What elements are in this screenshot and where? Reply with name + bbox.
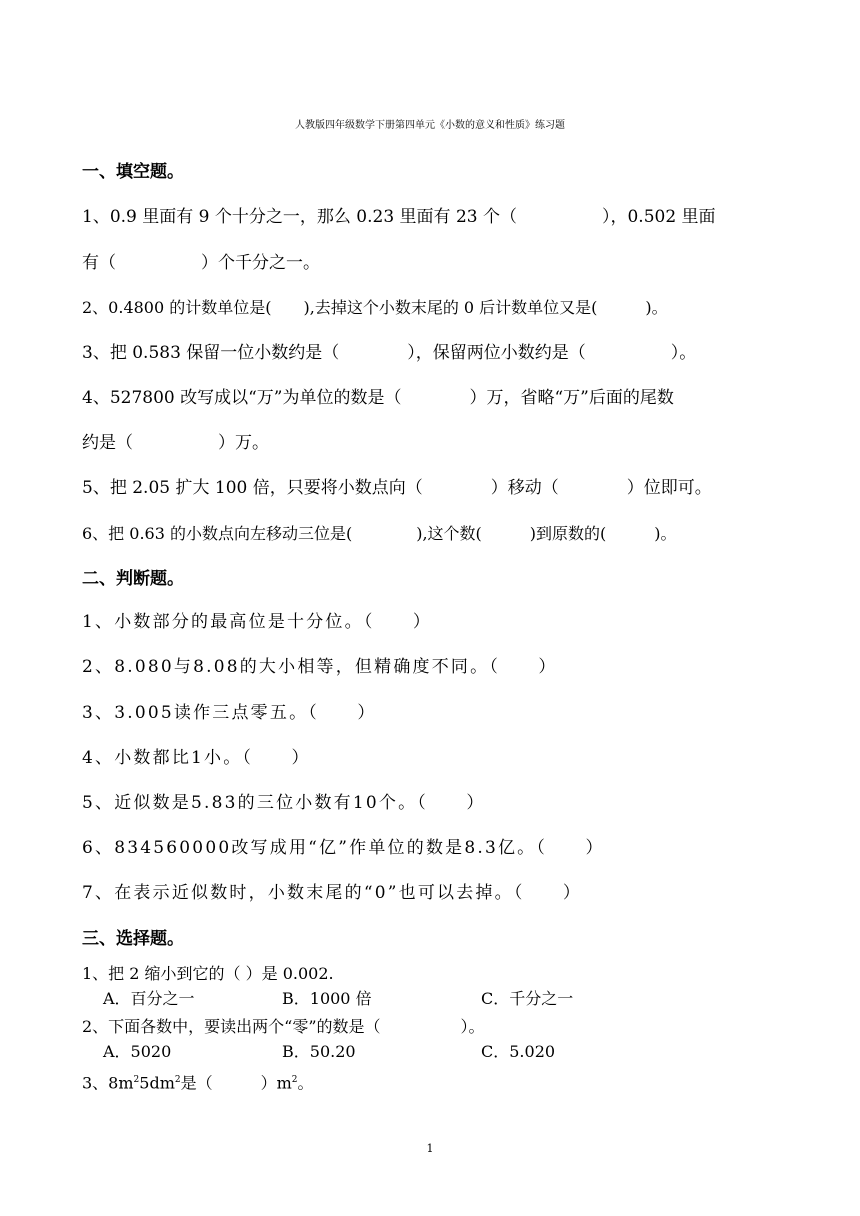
page-number: 1	[426, 1142, 434, 1155]
choice-question-1-option-c: C．千分之一	[481, 989, 574, 1008]
fill-question-1-line-2: 有（ ）个千分之一。	[82, 253, 320, 273]
choice-question-3-middle: 5dm	[139, 1073, 175, 1093]
judge-question-1: 1、小数部分的最高位是十分位。（ ）	[82, 612, 433, 632]
section-heading-judge: 二、判断题。	[82, 569, 184, 589]
document-title: 人教版四年级数学下册第四单元《小数的意义和性质》练习题	[295, 120, 565, 131]
section-heading-choice: 三、选择题。	[82, 929, 184, 949]
choice-question-3	[82, 1068, 314, 1095]
choice-question-1-option-a: A．百分之一	[103, 989, 195, 1008]
square-unit-superscript: 2	[174, 1075, 181, 1085]
fill-question-6: 6、把 0.63 的小数点向左移动三位是( ),这个数( )到原数的( )。	[82, 524, 677, 543]
choice-question-3-end: 。	[297, 1073, 314, 1093]
judge-question-6: 6、834560000改写成用“亿”作单位的数是8.3亿。（ ）	[82, 838, 605, 858]
choice-question-2: 2、下面各数中，要读出两个“零”的数是（ ）。	[82, 1017, 485, 1036]
judge-question-5: 5、近似数是5.83的三位小数有10个。（ ）	[82, 793, 486, 813]
fill-question-4-line-1: 4、527800 改写成以“万”为单位的数是（ ）万，省略“万”后面的尾数	[82, 388, 674, 408]
fill-question-3: 3、把 0.583 保留一位小数约是（ ），保留两位小数约是（ ）。	[82, 343, 697, 363]
choice-question-1-option-b: B．1000 倍	[282, 989, 372, 1008]
choice-question-2-option-b: B．50.20	[282, 1042, 356, 1061]
square-unit-superscript: 2	[291, 1075, 298, 1085]
judge-question-4: 4、小数都比1小。（ ）	[82, 748, 311, 768]
fill-question-5: 5、把 2.05 扩大 100 倍，只要将小数点向（ ）移动（ ）位即可。	[82, 478, 712, 498]
square-unit-superscript: 2	[133, 1075, 140, 1085]
judge-question-2: 2、8.080与8.08的大小相等，但精确度不同。（ ）	[82, 657, 558, 677]
judge-question-3: 3、3.005读作三点零五。（ ）	[82, 703, 377, 723]
judge-question-7: 7、在表示近似数时，小数末尾的“0”也可以去掉。（ ）	[82, 883, 583, 903]
fill-question-1-line-1: 1、0.9 里面有 9 个十分之一，那么 0.23 里面有 23 个（ ），0.502 里面	[82, 207, 716, 227]
fill-question-4-line-2: 约是（ ）万。	[82, 433, 269, 453]
choice-question-2-option-c: C．5.020	[481, 1042, 556, 1061]
fill-question-2: 2、0.4800 的计数单位是( ),去掉这个小数末尾的 0 后计数单位又是( )。	[82, 298, 668, 317]
choice-question-3-blank: 是（ ）m	[180, 1073, 292, 1093]
choice-question-3-prefix: 3、8m	[82, 1073, 134, 1093]
section-heading-fill: 一、填空题。	[82, 162, 184, 182]
choice-question-2-option-a: A．5020	[103, 1042, 172, 1061]
choice-question-1: 1、把 2 缩小到它的（ ）是 0.002.	[82, 964, 334, 983]
